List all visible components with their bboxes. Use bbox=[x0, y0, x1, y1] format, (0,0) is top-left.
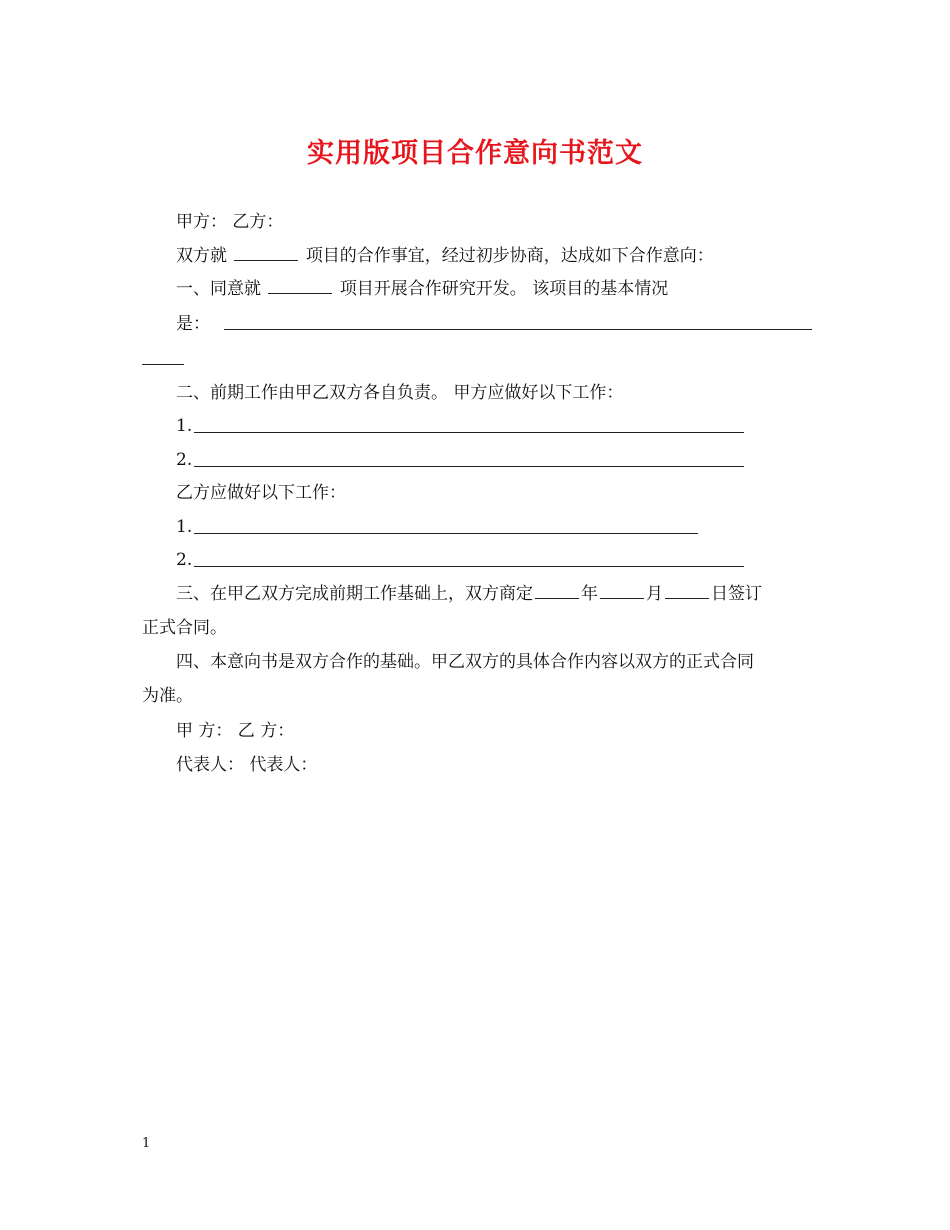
party-b-task-1-label: 1. bbox=[176, 517, 193, 537]
project-name-blank bbox=[234, 246, 298, 261]
party-b-task-1-blank bbox=[194, 533, 698, 534]
basic-info-blank bbox=[224, 329, 812, 330]
clause-four-cont: 为准。 bbox=[142, 686, 193, 706]
basic-info-blank-cont bbox=[142, 364, 184, 365]
year-blank bbox=[535, 584, 579, 599]
project-blank-2 bbox=[268, 279, 332, 294]
clause-one bbox=[176, 278, 668, 300]
page-number: 1 bbox=[142, 1136, 151, 1151]
clause-two: 二、前期工作由甲乙双方各自负责。 甲方应做好以下工作： bbox=[176, 383, 624, 403]
clause-one-post: 项目开展合作研究开发。 该项目的基本情况 bbox=[339, 279, 669, 299]
day-label: 日签订 bbox=[711, 584, 762, 604]
signature-representatives: 代表人： 代表人： bbox=[176, 755, 318, 775]
clause-one-pre: 一、同意就 bbox=[176, 279, 261, 299]
page-title: 实用版项目合作意向书范文 bbox=[307, 138, 643, 169]
month-label: 月 bbox=[646, 584, 663, 604]
party-b-task-2-blank bbox=[194, 566, 744, 567]
clause-three bbox=[176, 583, 762, 605]
clause-three-cont: 正式合同。 bbox=[142, 618, 227, 638]
clause-intro-pre: 双方就 bbox=[176, 246, 227, 266]
year-label: 年 bbox=[581, 584, 598, 604]
clause-intro-post: 项目的合作事宜，经过初步协商，达成如下合作意向： bbox=[305, 246, 714, 266]
month-blank bbox=[600, 584, 644, 599]
party-a-task-2-blank bbox=[194, 466, 744, 467]
parties-line: 甲方： 乙方： bbox=[176, 212, 284, 232]
party-b-task-2-label: 2. bbox=[176, 550, 193, 570]
party-a-task-1-blank bbox=[194, 432, 744, 433]
clause-three-pre: 三、在甲乙双方完成前期工作基础上，双方商定 bbox=[176, 584, 533, 604]
clause-intro bbox=[176, 245, 714, 267]
party-b-tasks-heading: 乙方应做好以下工作： bbox=[176, 483, 346, 503]
party-a-task-2-label: 2. bbox=[176, 450, 193, 470]
day-blank bbox=[665, 584, 709, 599]
signature-parties: 甲 方： 乙 方： bbox=[176, 721, 295, 741]
basic-info-label: 是： bbox=[176, 314, 210, 334]
clause-four: 四、本意向书是双方合作的基础。甲乙双方的具体合作内容以双方的正式合同 bbox=[176, 652, 754, 672]
party-a-task-1-label: 1. bbox=[176, 416, 193, 436]
